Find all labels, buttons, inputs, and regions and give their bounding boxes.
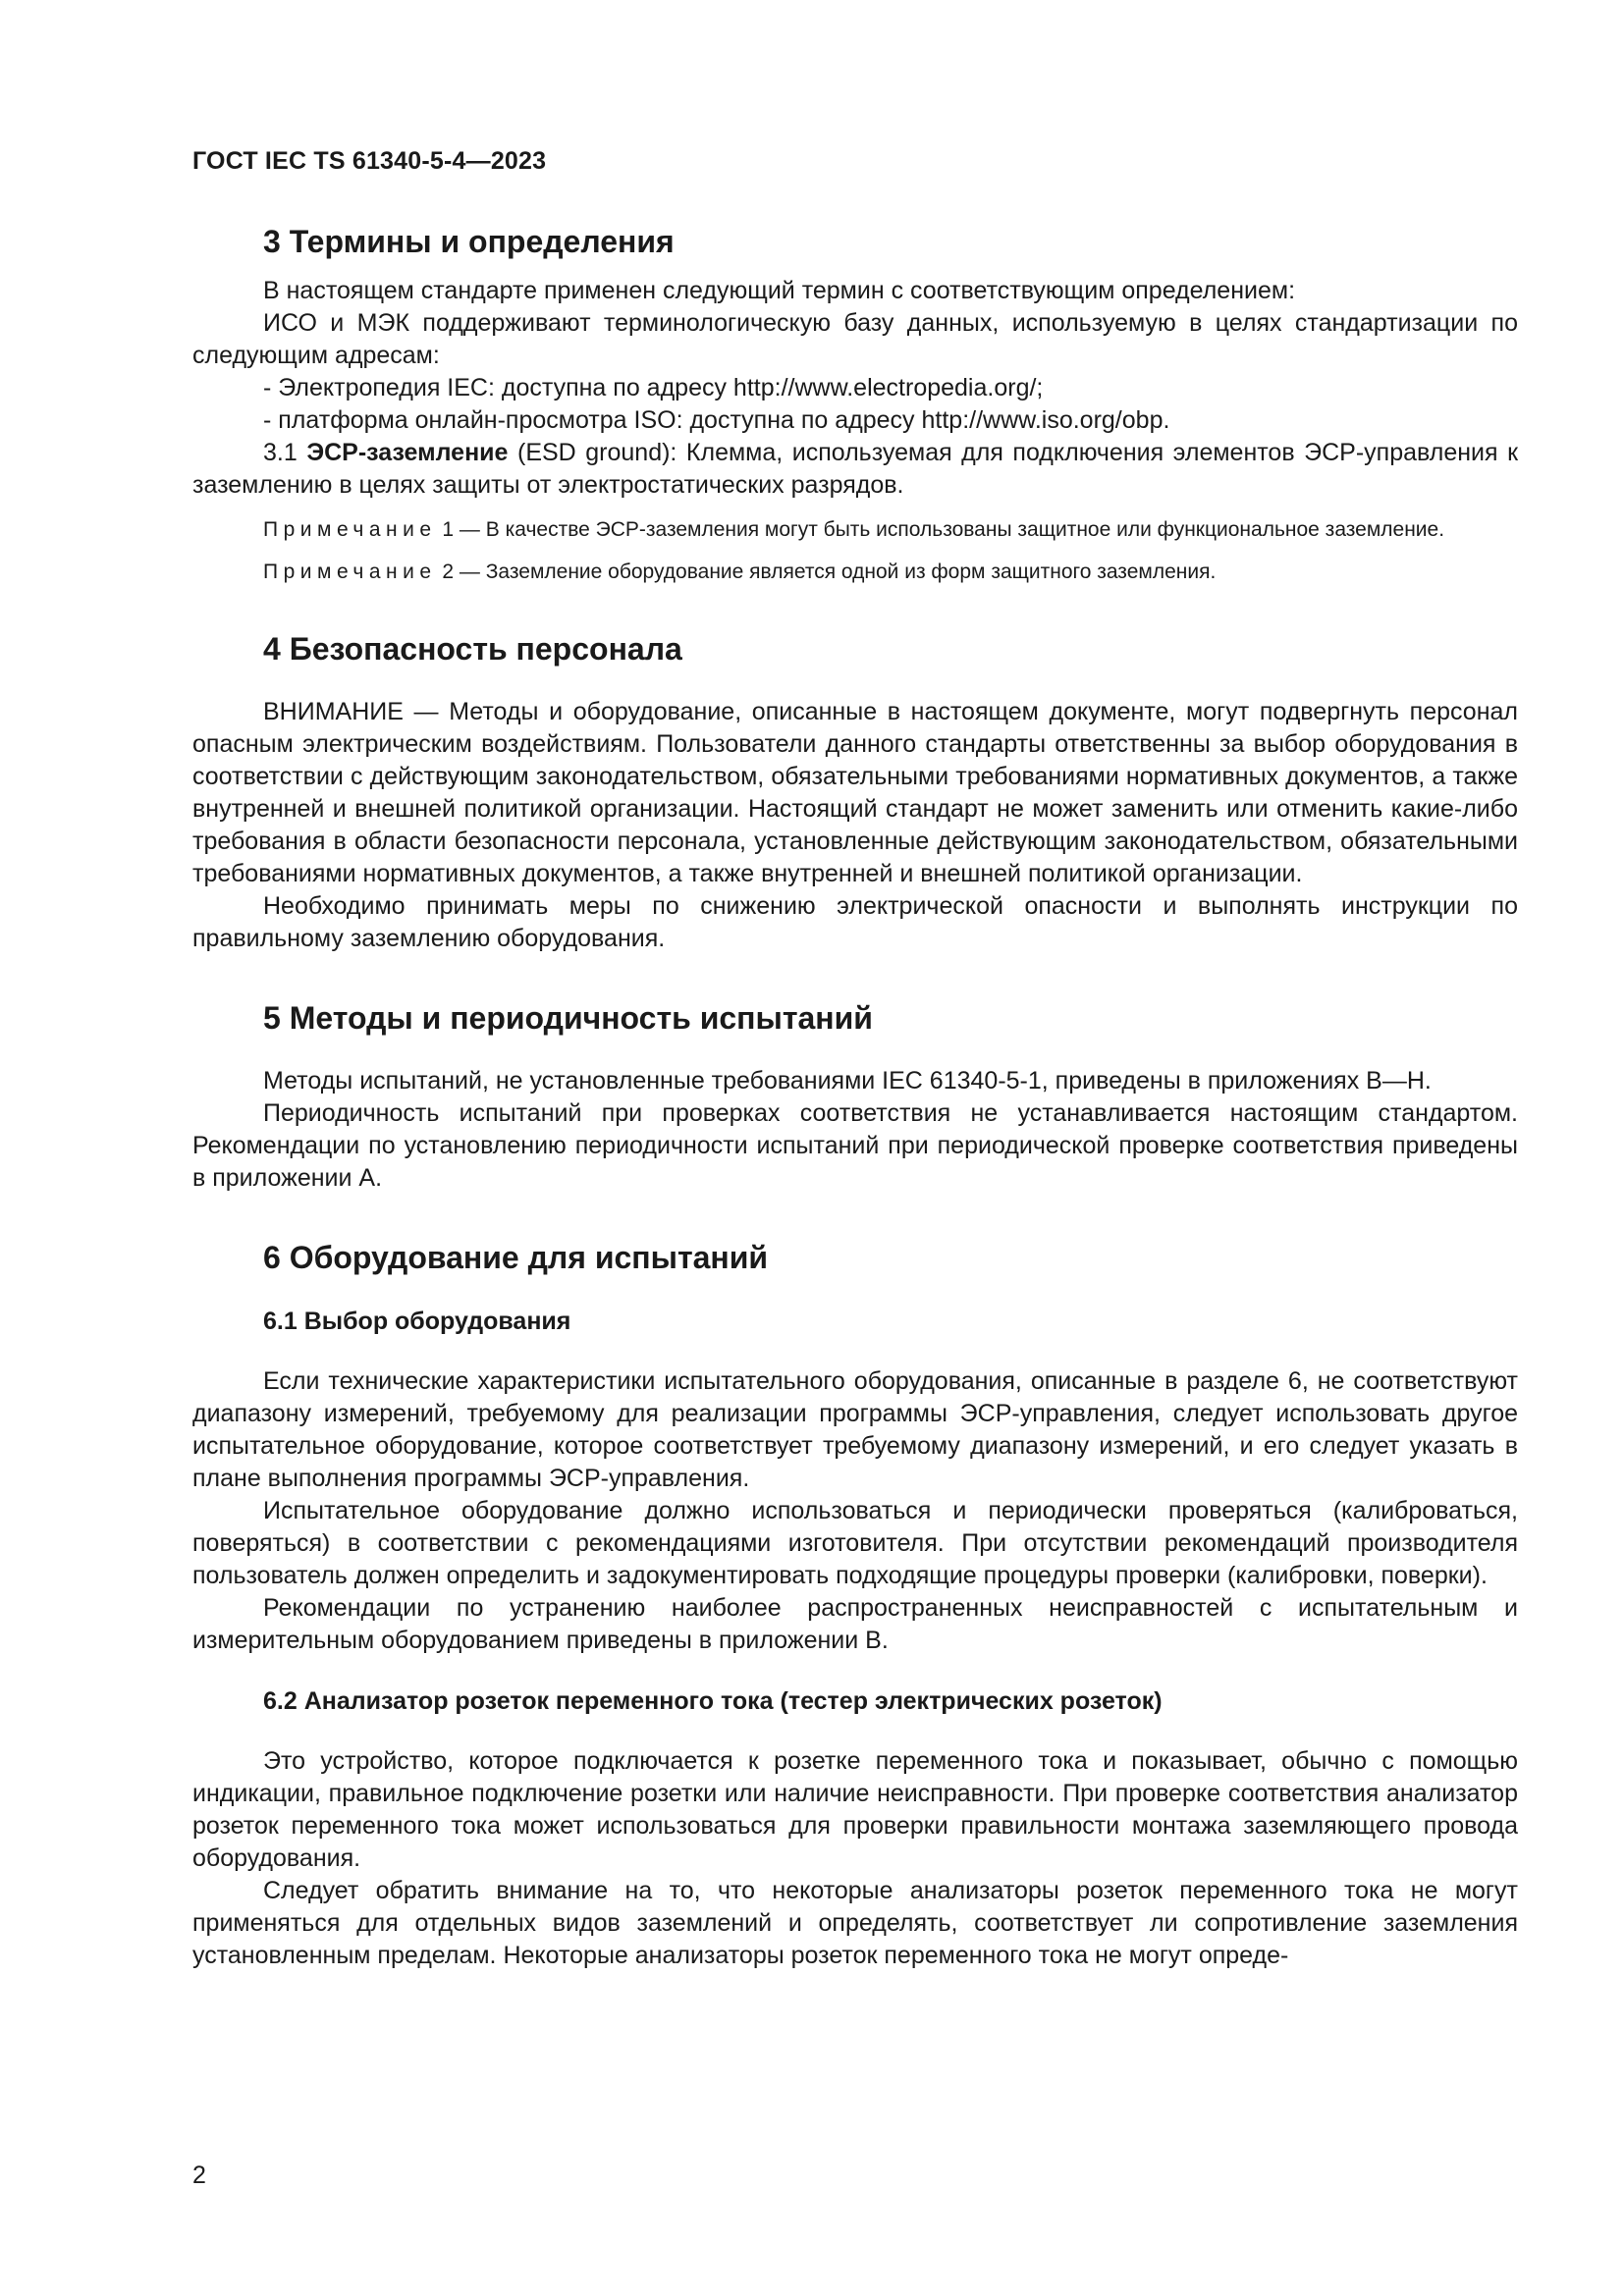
section-6-1-title: 6.1 Выбор оборудования xyxy=(263,1308,571,1335)
section-3-list-item-1: - Электропедия IEC: доступна по адресу http://www.electropedia.org/; xyxy=(263,374,1044,401)
section-6-2-paragraph-1: Это устройство, которое подключается к розетке переменного тока и показывает, обычно с помощью индикации, правильное подключение розетки или наличие неисправности. При проверке соответствия анализатор розеток переменного тока может использоваться для проверки правильности монтажа заземляющего провода оборудования. xyxy=(192,1747,1518,1872)
page-number: 2 xyxy=(192,2162,206,2189)
section-6-1-paragraph-1: Если технические характеристики испытательного оборудования, описанные в разделе 6, не соответствуют диапазону измерений, требуемому для реализации программы ЭСР-управления, следует использовать другое испытательное оборудование, которое соответствует требуемому диапазону измерений, и его следует указать в плане выполнения программы ЭСР-управления. xyxy=(192,1367,1518,1492)
section-6-1-paragraph-2: Испытательное оборудование должно использоваться и периодически проверяться (калиброваться, поверяться) в соответствии с рекомендациями изготовителя. При отсутствии рекомендаций производителя пользователь должен определить и задокументировать подходящие процедуры проверки (калибровки, поверки). xyxy=(192,1497,1518,1589)
section-4-paragraph-1: ВНИМАНИЕ — Методы и оборудование, описанные в настоящем документе, могут подвергнуть персонал опасным электрическим воздействиям. Пользователи данного стандарты ответственны за выбор оборудования в соответствии с действующим законодательством, обязательными требованиями нормативных документов, а также внутренней и внешней политикой организации. Настоящий стандарт не может заменить или отменить какие-либо требования в области безопасности персонала, установленные действующим законодательством, обязательными требованиями нормативных документов, а также внутренней и внешней политикой организации. xyxy=(192,698,1518,887)
section-4-title: 4 Безопасность персонала xyxy=(263,631,682,667)
document-header: ГОСТ IEC TS 61340-5-4—2023 xyxy=(192,147,547,175)
section-3-title: 3 Термины и определения xyxy=(263,224,675,259)
section-3-paragraph-1: В настоящем стандарте применен следующий термин с соответствующим определением: xyxy=(263,277,1296,304)
section-6-2-title: 6.2 Анализатор розеток переменного тока (тестер электрических розеток) xyxy=(263,1687,1163,1715)
section-3-paragraph-2: ИСО и МЭК поддерживают терминологическую базу данных, используемую в целях стандартизации по следующим адресам: xyxy=(192,309,1518,369)
section-6-title: 6 Оборудование для испытаний xyxy=(263,1240,769,1275)
note-1 xyxy=(192,515,1518,544)
section-6-1-paragraph-3: Рекомендации по устранению наиболее распространенных неисправностей с испытательным и измерительным оборудованием приведены в приложении В. xyxy=(192,1594,1518,1654)
term-number: 3.1 xyxy=(263,439,298,466)
note-1-text: 1 — В качестве ЭСР-заземления могут быть использованы защитное или функциональное заземление. xyxy=(436,518,1445,541)
section-4-paragraph-2: Необходимо принимать меры по снижению электрической опасности и выполнять инструкции по правильному заземлению оборудования. xyxy=(192,892,1518,952)
page-content xyxy=(192,222,1518,1972)
section-3-list-item-2: - платформа онлайн-просмотра ISO: доступна по адресу http://www.iso.org/obp. xyxy=(263,406,1170,434)
section-5-paragraph-2: Периодичность испытаний при проверках соответствия не устанавливается настоящим стандартом. Рекомендации по установлению периодичности испытаний при периодической проверке соответствия приведены в приложении А. xyxy=(192,1099,1518,1192)
note-2-text: 2 — Заземление оборудование является одной из форм защитного заземления. xyxy=(436,561,1217,583)
term-definition: (ESD ground): Клемма, используемая для подключения элементов ЭСР-управления к заземлению в целях защиты от электростатических разрядов. xyxy=(192,439,1519,499)
section-5-title: 5 Методы и периодичность испытаний xyxy=(263,1000,873,1036)
note-2 xyxy=(192,558,1518,586)
section-6-2-paragraph-2: Следует обратить внимание на то, что некоторые анализаторы розеток переменного тока не могут применяться для отдельных видов заземлений и определять, соответствует ли сопротивление заземления установленным пределам. Некоторые анализаторы розеток переменного тока не могут опреде- xyxy=(192,1877,1518,1969)
note-1-label: Примечание xyxy=(263,518,437,541)
term-name: ЭСР-заземление xyxy=(306,439,509,466)
term-3-1 xyxy=(192,437,1518,502)
section-5-paragraph-1: Методы испытаний, не установленные требованиями IEC 61340-5-1, приведены в приложениях B—H. xyxy=(263,1067,1432,1095)
note-2-label: Примечание xyxy=(263,561,437,583)
